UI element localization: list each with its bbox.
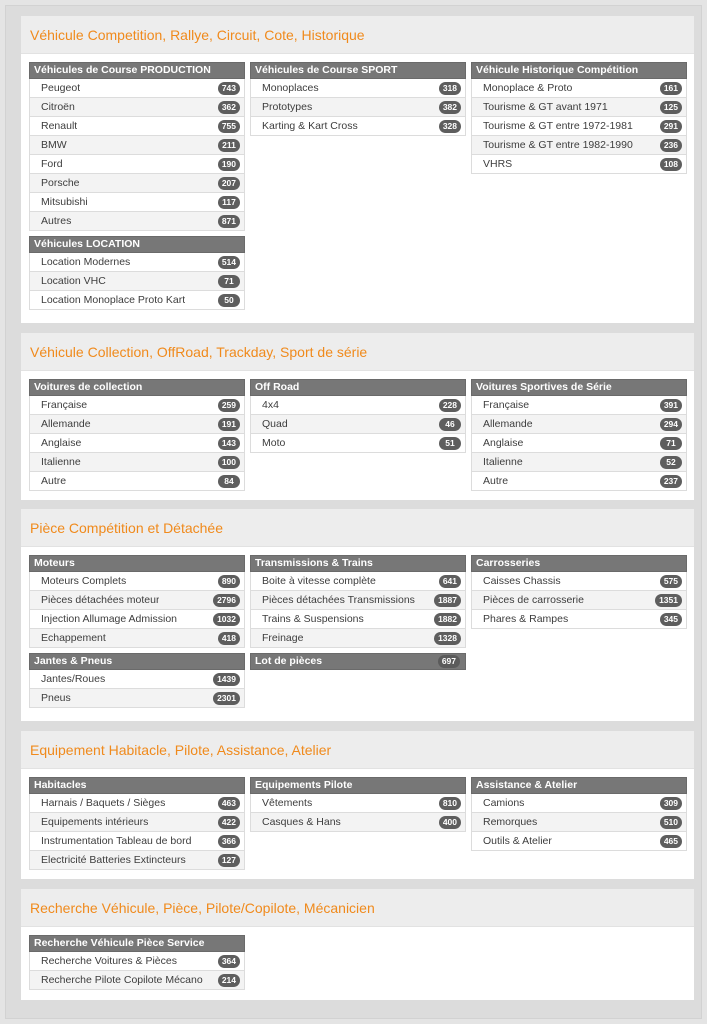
count-badge: 1032 <box>213 613 240 626</box>
category-item[interactable] <box>471 415 687 434</box>
category-item[interactable] <box>250 98 466 117</box>
category-item[interactable] <box>250 610 466 629</box>
category-item[interactable] <box>471 117 687 136</box>
item-label: Autre <box>41 475 67 487</box>
item-label: Location Modernes <box>41 256 131 268</box>
category-item[interactable] <box>29 396 245 415</box>
page-container <box>5 5 702 1019</box>
category-item[interactable] <box>471 98 687 117</box>
item-label: Trains & Suspensions <box>262 613 364 625</box>
section-collection <box>21 333 694 500</box>
count-badge: 1351 <box>655 594 682 607</box>
category-item[interactable] <box>29 98 245 117</box>
category-item[interactable] <box>471 136 687 155</box>
count-badge: 364 <box>218 955 240 968</box>
item-label: Allemande <box>483 418 533 430</box>
item-label: Jantes/Roues <box>41 673 106 685</box>
item-label: Anglaise <box>483 437 524 449</box>
count-badge: 228 <box>439 399 461 412</box>
count-badge: 161 <box>660 82 682 95</box>
category-header[interactable] <box>29 653 245 670</box>
category-item[interactable] <box>29 174 245 193</box>
section-equipement <box>21 731 694 879</box>
count-badge: 71 <box>660 437 682 450</box>
category-item[interactable] <box>29 193 245 212</box>
count-badge: 211 <box>218 139 240 152</box>
count-badge: 1887 <box>434 594 461 607</box>
category-title: Recherche Véhicule Pièce Service <box>34 937 205 949</box>
item-label: Autre <box>483 475 509 487</box>
category-block <box>29 62 245 231</box>
column-1 <box>29 62 245 315</box>
column-2 <box>250 379 466 458</box>
item-label: Peugeot <box>41 82 81 94</box>
count-badge: 117 <box>218 196 240 209</box>
column-2 <box>250 555 466 675</box>
item-label: Tourisme & GT entre 1982-1990 <box>483 139 633 151</box>
item-label: Allemande <box>41 418 91 430</box>
item-label: Anglaise <box>41 437 82 449</box>
category-block <box>29 777 245 870</box>
category-block <box>29 555 245 648</box>
count-badge: 100 <box>218 456 240 469</box>
category-item[interactable] <box>471 155 687 174</box>
item-label: Italienne <box>41 456 81 468</box>
count-badge: 214 <box>218 974 240 987</box>
category-block <box>471 62 687 174</box>
item-label: Ford <box>41 158 63 170</box>
category-item[interactable] <box>29 212 245 231</box>
item-label: Pièces détachées moteur <box>41 594 160 606</box>
count-badge: 422 <box>218 816 240 829</box>
category-block <box>29 653 245 708</box>
count-badge: 318 <box>439 82 461 95</box>
category-item[interactable] <box>29 453 245 472</box>
count-badge: 143 <box>218 437 240 450</box>
category-header[interactable] <box>29 935 245 952</box>
column-2 <box>250 62 466 141</box>
item-label: Electricité Batteries Extincteurs <box>41 854 186 866</box>
count-badge: 575 <box>660 575 682 588</box>
category-item[interactable] <box>29 415 245 434</box>
category-item[interactable] <box>29 472 245 491</box>
category-header[interactable] <box>29 555 245 572</box>
category-block <box>250 555 466 648</box>
item-label: Camions <box>483 797 525 809</box>
count-badge: 514 <box>218 256 240 269</box>
category-item[interactable] <box>29 291 245 310</box>
item-label: Freinage <box>262 632 304 644</box>
category-title: Equipements Pilote <box>255 779 353 791</box>
category-title: Véhicules de Course PRODUCTION <box>34 64 211 76</box>
count-badge: 236 <box>660 139 682 152</box>
category-title: Carrosseries <box>476 557 541 569</box>
item-label: Echappement <box>41 632 106 644</box>
count-badge: 743 <box>218 82 240 95</box>
section-title: Pièce Compétition et Détachée <box>21 509 694 547</box>
category-title: Véhicules LOCATION <box>34 238 140 250</box>
category-item[interactable] <box>471 396 687 415</box>
item-label: Autres <box>41 215 72 227</box>
category-title: Moteurs <box>34 557 75 569</box>
item-label: Karting & Kart Cross <box>262 120 358 132</box>
item-label: BMW <box>41 139 67 151</box>
section-pieces <box>21 509 694 721</box>
category-header[interactable] <box>250 653 466 670</box>
category-block <box>471 379 687 491</box>
category-title: Lot de pièces <box>255 655 323 667</box>
count-badge: 291 <box>660 120 682 133</box>
section-competition <box>21 16 694 323</box>
category-title: Voitures de collection <box>34 381 143 393</box>
category-title: Habitacles <box>34 779 87 791</box>
category-block <box>250 62 466 136</box>
item-label: Italienne <box>483 456 523 468</box>
item-label: Caisses Chassis <box>483 575 561 587</box>
count-badge: 1882 <box>434 613 461 626</box>
count-badge: 190 <box>218 158 240 171</box>
category-item[interactable] <box>29 689 245 708</box>
category-item[interactable] <box>29 610 245 629</box>
count-badge: 510 <box>660 816 682 829</box>
count-badge: 125 <box>660 101 682 114</box>
item-label: Harnais / Baquets / Sièges <box>41 797 166 809</box>
category-item[interactable] <box>29 670 245 689</box>
item-label: Française <box>483 399 530 411</box>
section-title: Véhicule Collection, OffRoad, Trackday, Sport de série <box>21 333 694 371</box>
count-badge: 46 <box>439 418 461 431</box>
count-badge: 52 <box>660 456 682 469</box>
category-item[interactable] <box>29 79 245 98</box>
category-item[interactable] <box>250 591 466 610</box>
category-item[interactable] <box>29 832 245 851</box>
category-block <box>471 555 687 629</box>
count-badge: 207 <box>218 177 240 190</box>
count-badge: 237 <box>660 475 682 488</box>
item-label: Vêtements <box>262 797 313 809</box>
category-item[interactable] <box>471 794 687 813</box>
category-item[interactable] <box>29 813 245 832</box>
item-label: Tourisme & GT entre 1972-1981 <box>483 120 633 132</box>
column-3 <box>471 555 687 634</box>
item-label: Pneus <box>41 692 71 704</box>
category-item[interactable] <box>29 117 245 136</box>
category-item[interactable] <box>471 79 687 98</box>
item-label: Citroën <box>41 101 75 113</box>
count-badge: 391 <box>660 399 682 412</box>
category-item[interactable] <box>29 629 245 648</box>
category-item[interactable] <box>29 272 245 291</box>
count-badge: 400 <box>439 816 461 829</box>
category-item[interactable] <box>471 434 687 453</box>
item-label: Prototypes <box>262 101 313 113</box>
item-label: Remorques <box>483 816 538 828</box>
category-item[interactable] <box>471 832 687 851</box>
category-item[interactable] <box>29 851 245 870</box>
category-item[interactable] <box>250 434 466 453</box>
item-label: Boite à vitesse complète <box>262 575 376 587</box>
category-item[interactable] <box>250 794 466 813</box>
count-badge: 84 <box>218 475 240 488</box>
category-item[interactable] <box>250 117 466 136</box>
category-item[interactable] <box>471 591 687 610</box>
category-item[interactable] <box>29 591 245 610</box>
count-badge: 810 <box>439 797 461 810</box>
category-item[interactable] <box>471 610 687 629</box>
category-block <box>29 935 245 990</box>
category-item[interactable] <box>29 434 245 453</box>
category-title: Véhicules de Course SPORT <box>255 64 398 76</box>
category-item[interactable] <box>29 971 245 990</box>
item-label: 4x4 <box>262 399 279 411</box>
category-item[interactable] <box>471 472 687 491</box>
category-item[interactable] <box>29 794 245 813</box>
count-badge: 191 <box>218 418 240 431</box>
item-label: Monoplace & Proto <box>483 82 573 94</box>
item-label: Renault <box>41 120 78 132</box>
category-item[interactable] <box>250 79 466 98</box>
category-title: Assistance & Atelier <box>476 779 578 791</box>
count-badge: 328 <box>439 120 461 133</box>
count-badge: 294 <box>660 418 682 431</box>
category-item[interactable] <box>29 952 245 971</box>
section-recherche <box>21 889 694 1000</box>
category-item[interactable] <box>471 453 687 472</box>
column-3 <box>471 379 687 496</box>
category-title: Jantes & Pneus <box>34 655 113 667</box>
count-badge: 50 <box>218 294 240 307</box>
category-header[interactable] <box>29 777 245 794</box>
count-badge: 463 <box>218 797 240 810</box>
category-item[interactable] <box>29 253 245 272</box>
count-badge: 871 <box>218 215 240 228</box>
category-item[interactable] <box>250 629 466 648</box>
category-item[interactable] <box>250 415 466 434</box>
count-badge: 309 <box>660 797 682 810</box>
count-badge: 2301 <box>213 692 240 705</box>
category-block <box>29 236 245 310</box>
count-badge: 259 <box>218 399 240 412</box>
count-badge: 1439 <box>213 673 240 686</box>
column-3 <box>471 777 687 856</box>
item-label: Moto <box>262 437 286 449</box>
category-title: Voitures Sportives de Série <box>476 381 612 393</box>
category-header[interactable] <box>471 777 687 794</box>
item-label: Française <box>41 399 88 411</box>
section-title: Véhicule Competition, Rallye, Circuit, Cote, Historique <box>21 16 694 54</box>
item-label: Recherche Voitures & Pièces <box>41 955 177 967</box>
category-block <box>29 379 245 491</box>
count-badge: 382 <box>439 101 461 114</box>
item-label: Porsche <box>41 177 80 189</box>
category-item[interactable] <box>471 813 687 832</box>
category-header[interactable] <box>29 236 245 253</box>
count-badge: 345 <box>660 613 682 626</box>
category-item[interactable] <box>250 572 466 591</box>
column-1 <box>29 777 245 875</box>
item-label: Casques & Hans <box>262 816 341 828</box>
category-header[interactable] <box>471 555 687 572</box>
category-header[interactable] <box>29 379 245 396</box>
item-label: Quad <box>262 418 288 430</box>
category-header[interactable] <box>250 62 466 79</box>
category-block <box>471 777 687 851</box>
category-item[interactable] <box>250 813 466 832</box>
count-badge: 362 <box>218 101 240 114</box>
item-label: Pièces de carrosserie <box>483 594 584 606</box>
category-title: Off Road <box>255 381 300 393</box>
item-label: Equipements intérieurs <box>41 816 149 828</box>
count-badge: 366 <box>218 835 240 848</box>
item-label: Injection Allumage Admission <box>41 613 177 625</box>
category-item[interactable] <box>250 396 466 415</box>
count-badge: 108 <box>660 158 682 171</box>
column-2 <box>250 777 466 837</box>
item-label: VHRS <box>483 158 513 170</box>
section-title: Equipement Habitacle, Pilote, Assistance, Atelier <box>21 731 694 769</box>
category-header[interactable] <box>471 62 687 79</box>
section-title: Recherche Véhicule, Pièce, Pilote/Copilote, Mécanicien <box>21 889 694 927</box>
category-item[interactable] <box>29 155 245 174</box>
item-label: Monoplaces <box>262 82 319 94</box>
column-1 <box>29 555 245 713</box>
category-block <box>250 653 466 670</box>
category-header[interactable] <box>250 379 466 396</box>
item-label: Moteurs Complets <box>41 575 127 587</box>
count-badge: 51 <box>439 437 461 450</box>
count-badge: 1328 <box>434 632 461 645</box>
category-header[interactable] <box>250 555 466 572</box>
item-label: Phares & Rampes <box>483 613 569 625</box>
count-badge: 418 <box>218 632 240 645</box>
category-header[interactable] <box>471 379 687 396</box>
item-label: Pièces détachées Transmissions <box>262 594 415 606</box>
item-label: Instrumentation Tableau de bord <box>41 835 192 847</box>
item-label: Tourisme & GT avant 1971 <box>483 101 608 113</box>
item-label: Outils & Atelier <box>483 835 552 847</box>
count-badge: 465 <box>660 835 682 848</box>
category-header[interactable] <box>29 62 245 79</box>
category-block <box>250 379 466 453</box>
category-title: Transmissions & Trains <box>255 557 373 569</box>
count-badge: 2796 <box>213 594 240 607</box>
column-1 <box>29 935 245 995</box>
count-badge: 127 <box>218 854 240 867</box>
count-badge: 697 <box>438 655 460 668</box>
category-title: Véhicule Historique Compétition <box>476 64 639 76</box>
category-item[interactable] <box>29 136 245 155</box>
category-header[interactable] <box>250 777 466 794</box>
column-3 <box>471 62 687 179</box>
count-badge: 71 <box>218 275 240 288</box>
count-badge: 890 <box>218 575 240 588</box>
item-label: Location Monoplace Proto Kart <box>41 294 186 306</box>
category-item[interactable] <box>471 572 687 591</box>
item-label: Location VHC <box>41 275 106 287</box>
category-block <box>250 777 466 832</box>
count-badge: 641 <box>439 575 461 588</box>
item-label: Recherche Pilote Copilote Mécano <box>41 974 203 986</box>
column-1 <box>29 379 245 496</box>
item-label: Mitsubishi <box>41 196 88 208</box>
count-badge: 755 <box>218 120 240 133</box>
category-item[interactable] <box>29 572 245 591</box>
